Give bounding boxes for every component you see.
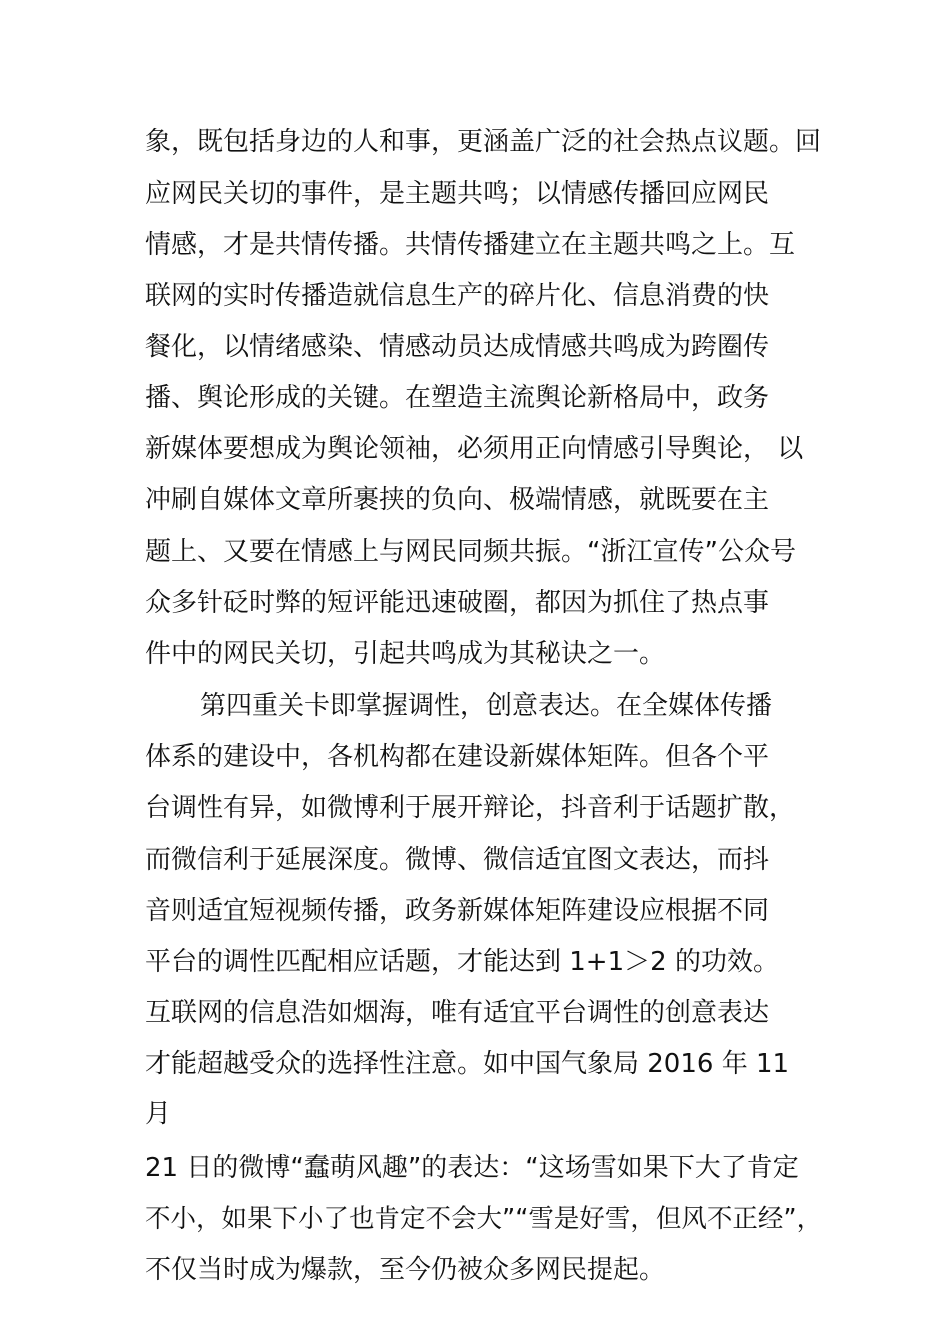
text-line: 月 (145, 1099, 172, 1129)
text-line: 互联网的信息浩如烟海，唯有适宜平台调性的创意表达 (145, 998, 770, 1028)
text-line: 冲刷自媒体文章所裹挟的负向、极端情感，就既要在主 (145, 485, 770, 515)
text-line: 餐化，以情绪感染、情感动员达成情感共鸣成为跨圈传 (145, 332, 770, 362)
text-line: 而微信利于延展深度。微博、微信适宜图文表达，而抖 (145, 845, 770, 875)
text-line: 情感，才是共情传播。共情传播建立在主题共鸣之上。互 (145, 230, 796, 260)
text-line: 21 日的微博“蠢萌风趣”的表达：“这场雪如果下大了肯定 (145, 1153, 799, 1183)
text-line: 应网民关切的事件，是主题共鸣；以情感传播回应网民 (145, 179, 770, 209)
paragraph-first-line: 第四重关卡即掌握调性，创意表达。在全媒体传播 (200, 691, 773, 721)
text-line: 件中的网民关切，引起共鸣成为其秘诀之一。 (145, 639, 666, 669)
text-line: 象，既包括身边的人和事，更涵盖广泛的社会热点议题。回 (145, 127, 822, 157)
text-line: 题上、又要在情感上与网民同频共振。“浙江宣传”公众号 (145, 537, 796, 567)
text-line: 不小，如果下小了也肯定不会大”“雪是好雪，但风不正经”， (145, 1204, 823, 1234)
text-line: 才能超越受众的选择性注意。如中国气象局 2016 年 11 (145, 1049, 790, 1079)
text-line: 音则适宜短视频传播，政务新媒体矩阵建设应根据不同 (145, 896, 770, 926)
text-line: 台调性有异，如微博利于展开辩论，抖音利于话题扩散， (145, 793, 796, 823)
text-line: 体系的建设中，各机构都在建设新媒体矩阵。但各个平 (145, 742, 770, 772)
text-line: 众多针砭时弊的短评能迅速破圈，都因为抓住了热点事 (145, 588, 770, 618)
text-line: 新媒体要想成为舆论领袖，必须用正向情感引导舆论， 以 (145, 434, 804, 464)
text-line: 不仅当时成为爆款，至今仍被众多网民提起。 (145, 1255, 666, 1285)
text-line: 平台的调性匹配相应话题，才能达到 1+1＞2 的功效。 (145, 947, 779, 977)
text-line: 播、舆论形成的关键。在塑造主流舆论新格局中，政务 (145, 383, 770, 413)
text-line: 联网的实时传播造就信息生产的碎片化、信息消费的快 (145, 281, 770, 311)
